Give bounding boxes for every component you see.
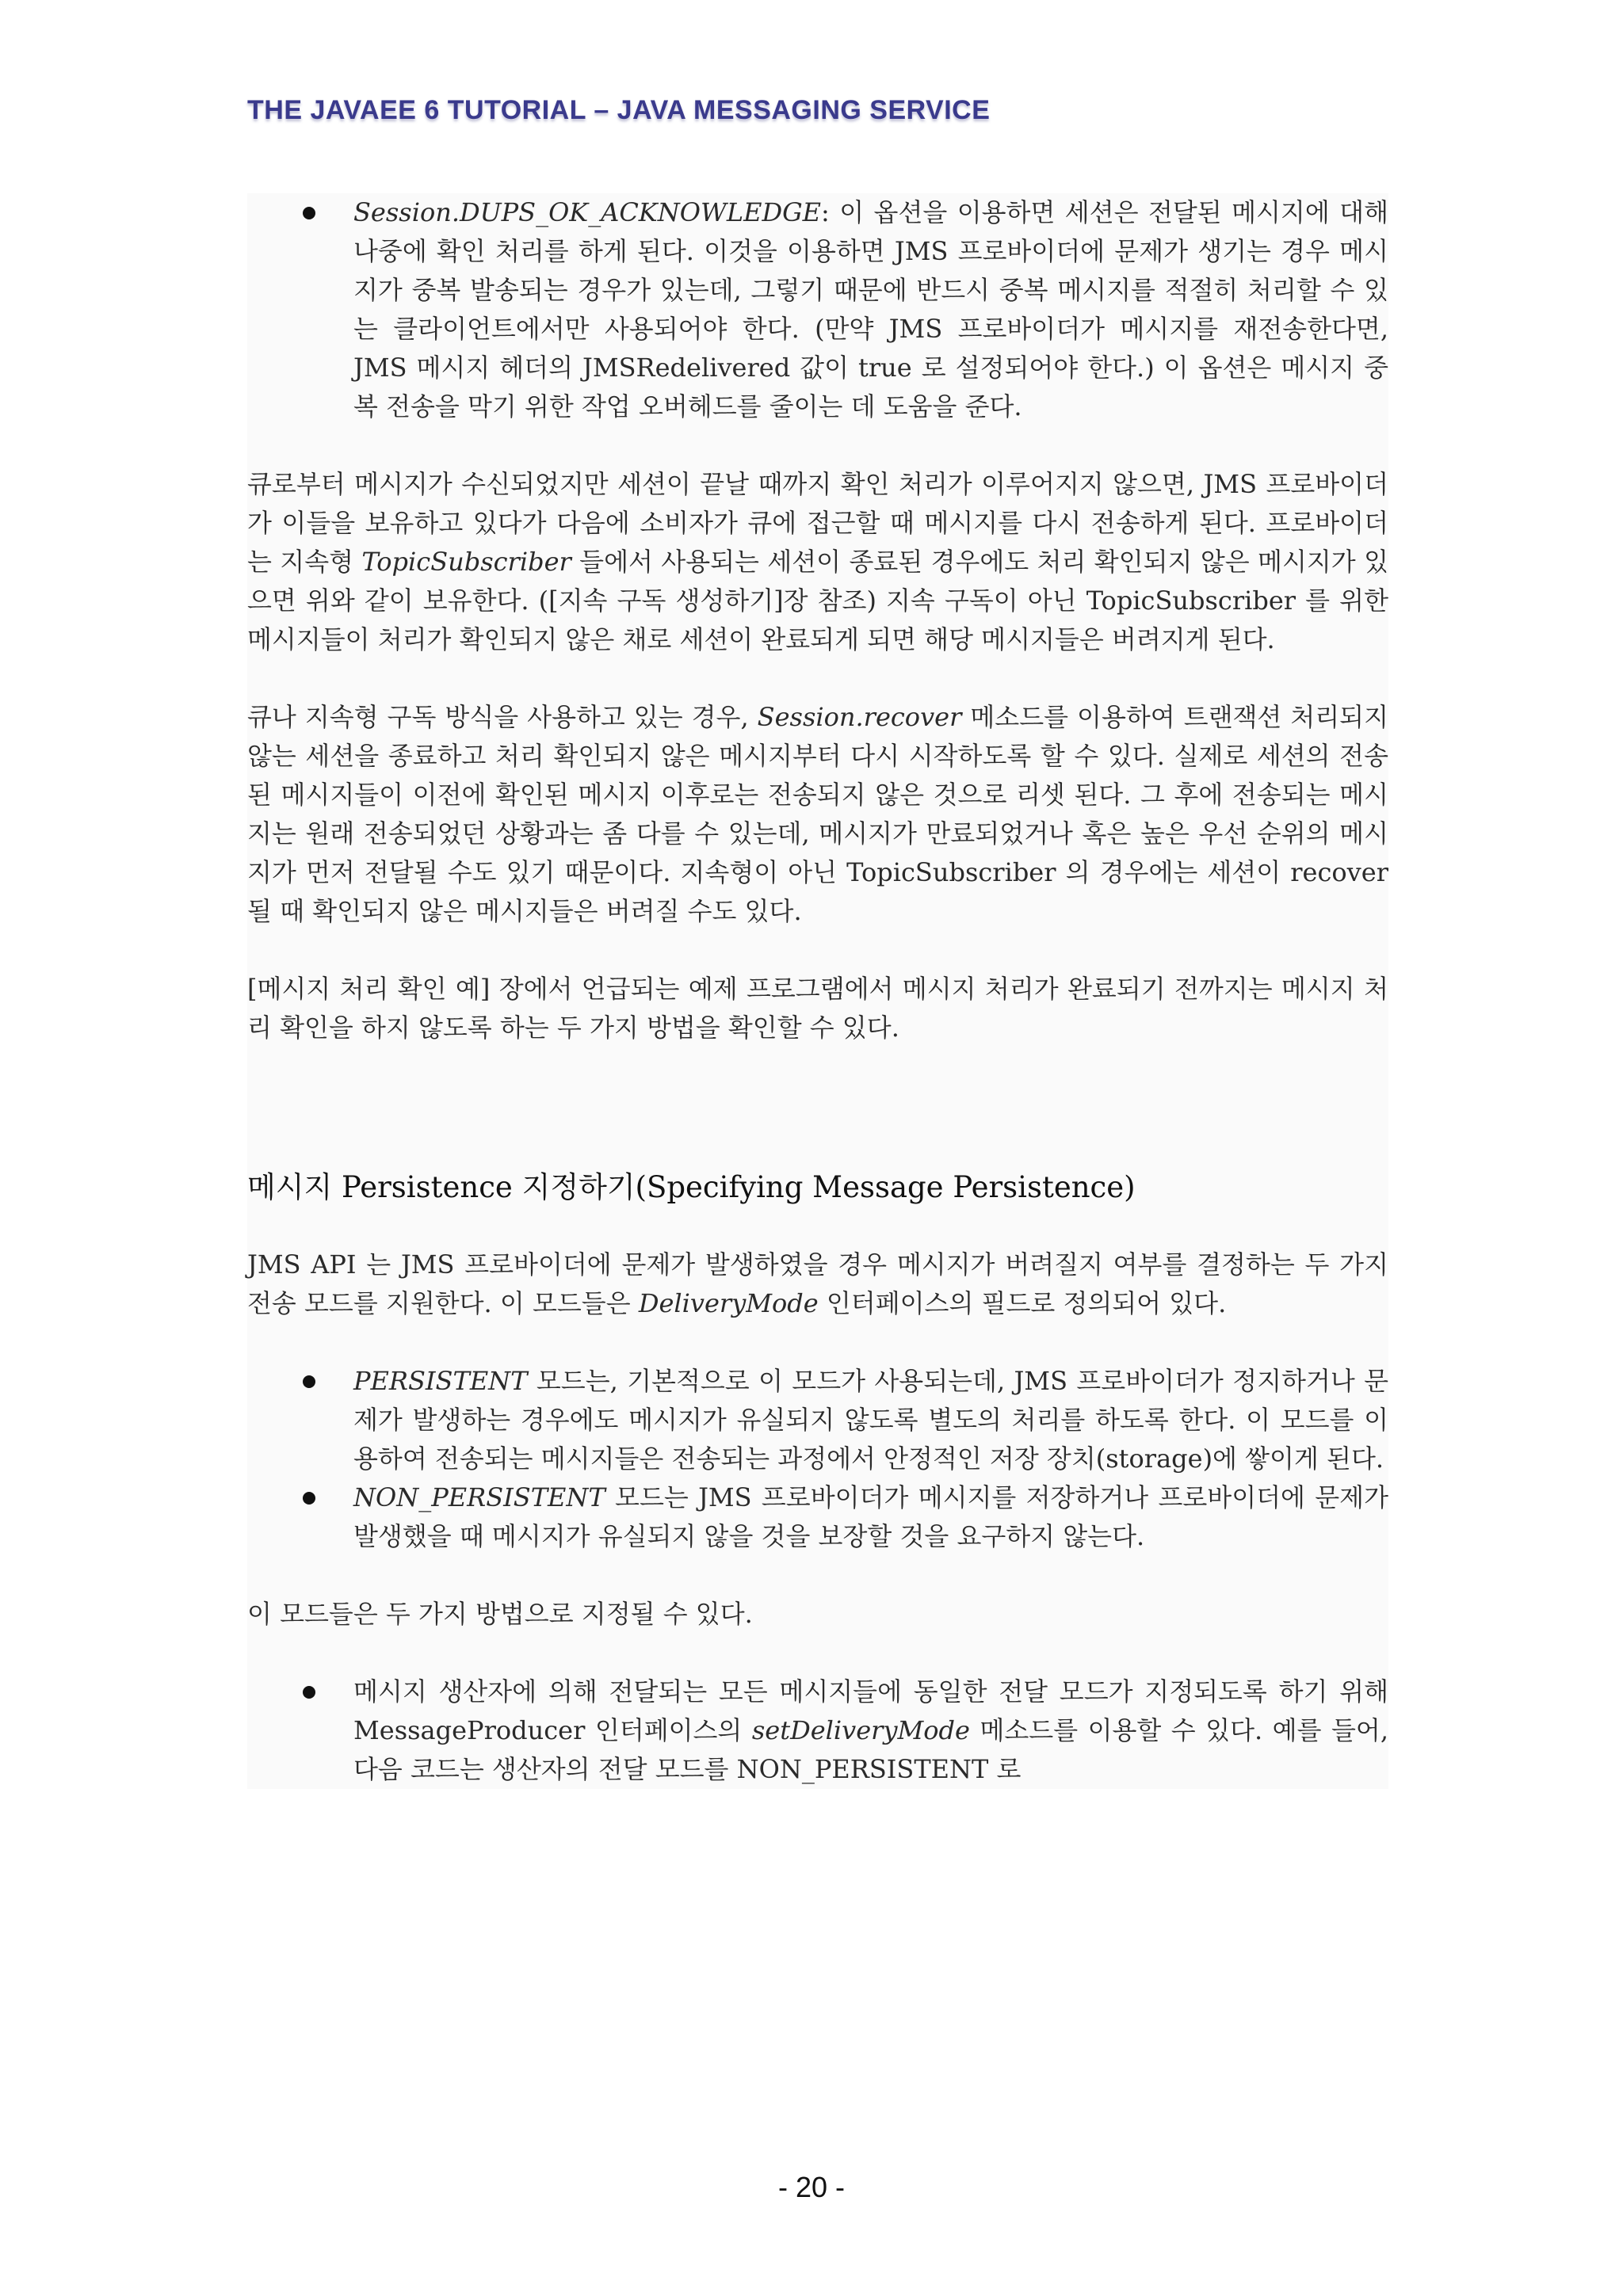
bullet-icon — [303, 1375, 315, 1388]
text-run: 메소드를 이용하여 트랜잭션 처리되지 않는 세션을 종료하고 처리 확인되지 않은 메시지부터 다시 시작하도록 할 수 있다. 실제로 세션의 전송된 메시지들이 이전에 확인된 메시지 이후로는 전송되지 않은 것으로 리셋 된다. 그 후에 전송되는 메시지는 원래 전송되었던 상황과는 좀 다를 수 있는데, 메시지가 만료되었거나 혹은 높은 우선 순위의 메시지가 먼저 전달될 수도 있기 때문이다. 지속형이 아닌 TopicSubscriber 의 경우에는 세션이 recover 될 때 확인되지 않은 메시지들은 버려질 수도 있다. — [247, 702, 1389, 926]
list-item — [247, 1672, 1388, 1789]
running-header: THE JAVAEE 6 TUTORIAL – JAVA MESSAGING SERVICE — [247, 95, 991, 125]
list-item — [247, 193, 1388, 426]
paragraph: 이 모드들은 두 가지 방법으로 지정될 수 있다. — [247, 1599, 753, 1629]
bullet-icon — [303, 1492, 315, 1505]
text-run: 메시지 생산자에 의해 전달되는 모든 메시지들에 동일한 전달 모드가 지정되도록 하기 위해 MessageProducer 인터페이스의 — [353, 1676, 1388, 1745]
paragraph: [메시지 처리 확인 예] 장에서 언급되는 예제 프로그램에서 메시지 처리가 완료되기 전까지는 메시지 처리 확인을 하지 않도록 하는 두 가지 방법을 확인할 수 있다. — [247, 974, 1388, 1043]
code-term: TopicSubscriber — [361, 547, 571, 577]
mode-term: NON_PERSISTENT — [353, 1482, 605, 1512]
paragraph — [247, 698, 1388, 931]
bullet-icon — [303, 207, 315, 219]
ack-mode-list — [247, 193, 1388, 426]
text-run: 큐로부터 메시지가 수신되었지만 세션이 끝날 때까지 확인 처리가 이루어지지 않으면, JMS 프로바이더가 이들을 보유하고 있다가 다음에 소비자가 큐에 접근할 때 메시지를 다시 전송하게 된다. 프로바이더는 지속형 — [247, 469, 1388, 577]
section-heading: 메시지 Persistence 지정하기(Specifying Message Persistence) — [247, 1170, 1136, 1204]
page-number: - 20 - — [777, 2171, 846, 2203]
option-description: : 이 옵션을 이용하면 세션은 전달된 메시지에 대해 나중에 확인 처리를 하게 된다. 이것을 이용하면 JMS 프로바이더에 문제가 생기는 경우 메시지가 중복 발송되는 경우가 있는데, 그렇기 때문에 반드시 중복 메시지를 적절히 처리할 수 있는 클라이언트에서만 사용되어야 한다. (만약 JMS 프로바이더가 메시지를 재전송한다면, JMS 메시지 헤더의 JMSRedelivered 값이 true 로 설정되어야 한다.) 이 옵션은 메시지 중복 전송을 막기 위한 작업 오버헤드를 줄이는 데 도움을 준다. — [353, 197, 1388, 421]
paragraph — [247, 465, 1388, 659]
text-run: JMS API 는 JMS 프로바이더에 문제가 발생하였을 경우 메시지가 버려질지 여부를 결정하는 두 가지 전송 모드를 지원한다. 이 모드들은 — [247, 1249, 1388, 1318]
text-run: 메소드를 이용할 수 있다. 예를 들어, 다음 코드는 생산자의 전달 모드를 NON_PERSISTENT 로 — [353, 1715, 1388, 1784]
code-term: DeliveryMode — [638, 1288, 819, 1318]
text-run: 큐나 지속형 구독 방식을 사용하고 있는 경우, — [247, 702, 758, 732]
mode-description: 모드는, 기본적으로 이 모드가 사용되는데, JMS 프로바이더가 정지하거나 문제가 발생하는 경우에도 메시지가 유실되지 않도록 별도의 처리를 하도록 한다. 이 모드를 이용하여 전송되는 메시지들은 전송되는 과정에서 안정적인 저장 장치(storage)에 쌓이게 된다. — [353, 1366, 1388, 1474]
bullet-icon — [303, 1686, 315, 1699]
option-term: Session.DUPS_OK_ACKNOWLEDGE — [353, 197, 822, 227]
paragraph — [247, 1245, 1388, 1323]
page-body — [247, 193, 1388, 1789]
text-run: 인터페이스의 필드로 정의되어 있다. — [818, 1288, 1227, 1318]
delivery-mode-list — [247, 1362, 1388, 1556]
list-item — [247, 1478, 1388, 1556]
mode-description: 모드는 JMS 프로바이더가 메시지를 저장하거나 프로바이더에 문제가 발생했을 때 메시지가 유실되지 않을 것을 보장할 것을 요구하지 않는다. — [353, 1482, 1388, 1551]
mode-term: PERSISTENT — [353, 1366, 528, 1396]
text-run: 들에서 사용되는 세션이 종료된 경우에도 처리 확인되지 않은 메시지가 있으면 위와 같이 보유한다. ([지속 구독 생성하기]장 참조) 지속 구독이 아닌 TopicSubscriber 를 위한 메시지들이 처리가 확인되지 않은 채로 세션이 완료되게 되면 해당 메시지들은 버려지게 된다. — [247, 547, 1388, 654]
code-term: Session.recover — [757, 702, 962, 732]
list-item — [247, 1362, 1388, 1478]
code-term: setDeliveryMode — [751, 1715, 970, 1745]
specify-method-list — [247, 1672, 1388, 1789]
